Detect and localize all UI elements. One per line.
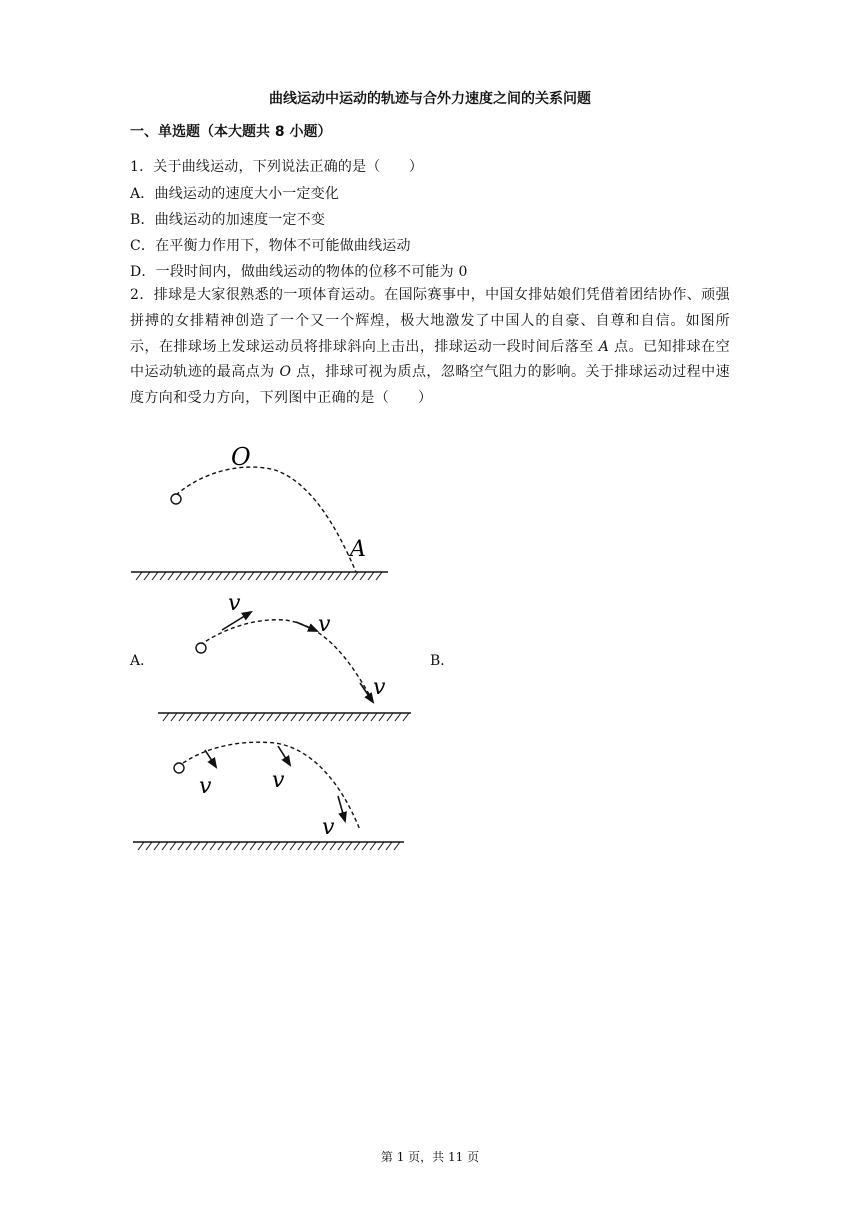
question-1-stem: 1．关于曲线运动，下列说法正确的是（ ） — [130, 159, 424, 175]
point-a-label: A — [598, 338, 610, 355]
point-o-label: O — [279, 364, 292, 381]
option-b-ground — [133, 842, 404, 850]
question-1-option-d: D．一段时间内，做曲线运动的物体的位移不可能为 0 — [130, 264, 468, 280]
option-a-label: A． — [130, 653, 155, 669]
document-title: 曲线运动中运动的轨迹与合外力速度之间的关系问题 — [269, 91, 591, 107]
velocity-arrow — [205, 750, 216, 767]
section-heading: 一、单选题（本大题共 8 小题） — [130, 124, 332, 140]
question-1-option-a: A．曲线运动的速度大小一定变化 — [130, 186, 340, 202]
velocity-label: v — [373, 675, 386, 700]
velocity-arrow — [278, 746, 290, 765]
label-o: O — [231, 443, 251, 471]
velocity-arrow — [338, 796, 345, 821]
page-footer: 第 1 页，共 11 页 — [380, 1150, 480, 1164]
velocity-label: v — [199, 774, 212, 799]
question-1-option-c: C．在平衡力作用下，物体不可能做曲线运动 — [130, 238, 411, 254]
velocity-label: v — [272, 768, 285, 793]
question-2-stem: 2．排球是大家很熟悉的一项体育运动。在国际赛事中，中国女排姑娘们凭借着团结协作、顽强拼搏的女排精神创造了一个又一个辉煌，极大地激发了中国人的自豪、自尊和自信。如图所示，在排球场上发球运动员将排球斜向上击出，排球运动一段时间后落至 A 点。已知排球在空中运动轨迹的最高点为 O 点，排球可视为质点，忽略空气阻力的影响。关于排球运动过程中速度方向和受力方向，下列图中正确的是（ ） — [130, 287, 730, 407]
ball-icon — [174, 763, 184, 773]
velocity-label: v — [228, 591, 241, 616]
question-1-option-b: B．曲线运动的加速度一定不变 — [130, 212, 326, 228]
velocity-label: v — [318, 612, 331, 637]
label-a: A — [350, 537, 366, 562]
option-b-label: B． — [430, 653, 455, 669]
velocity-label: v — [322, 815, 335, 840]
